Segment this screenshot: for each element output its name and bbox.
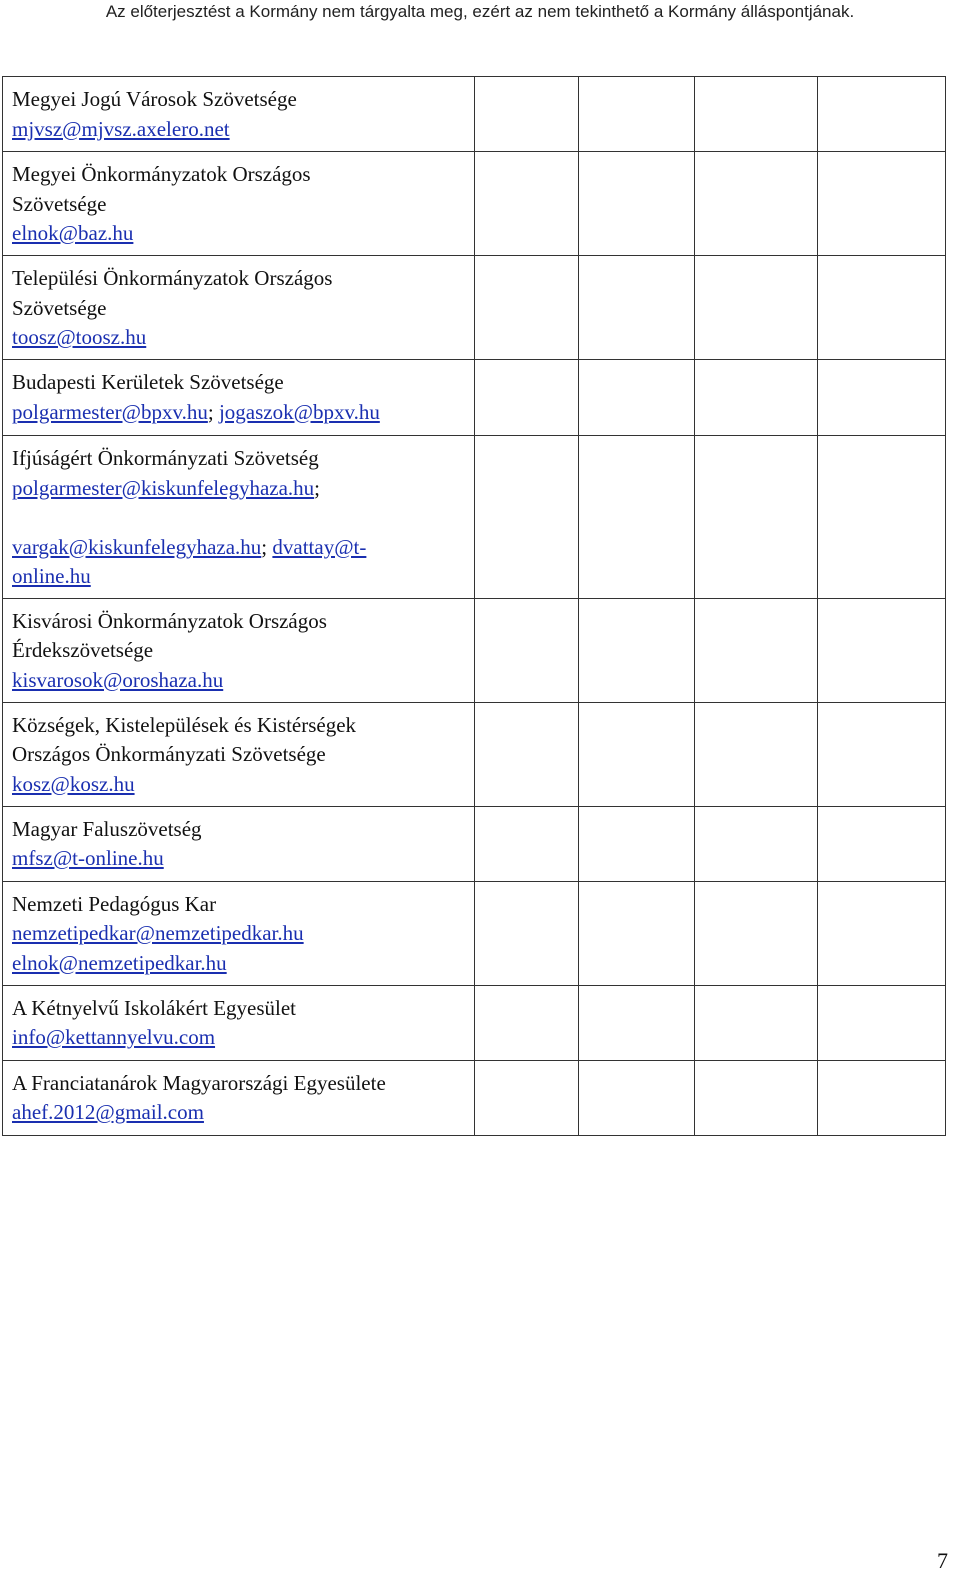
empty-cell — [695, 1060, 818, 1135]
organization-cell — [3, 881, 475, 985]
table-row — [3, 360, 946, 436]
empty-cell — [475, 702, 579, 806]
organization-name: Érdekszövetsége — [12, 638, 154, 662]
email-link[interactable]: ahef.2012@gmail.com — [12, 1100, 204, 1124]
organization-name: A Kétnyelvű Iskolákért Egyesület — [12, 995, 297, 1020]
empty-cell — [818, 702, 946, 806]
empty-cell — [475, 360, 579, 436]
page-header: Az előterjesztést a Kormány nem tárgyalta meg, ezért az nem tekinthető a Kormány álláspontjának. — [105, 2, 855, 21]
empty-cell — [579, 881, 695, 985]
email-link[interactable]: polgarmester@bpxv.hu — [12, 399, 208, 424]
empty-cell — [818, 598, 946, 702]
empty-cell — [818, 360, 946, 436]
email-link[interactable]: polgarmester@kiskunfelegyhaza.hu — [12, 475, 315, 500]
organization-name: Nemzeti Pedagógus Kar — [12, 891, 217, 916]
email-link[interactable]: nemzetipedkar@nemzetipedkar.hu — [12, 921, 304, 945]
organization-cell — [3, 256, 475, 360]
organization-name: Megyei Önkormányzatok Országos — [12, 162, 311, 186]
empty-cell — [695, 702, 818, 806]
empty-cell — [579, 1060, 695, 1135]
organization-cell — [3, 985, 475, 1060]
organization-cell — [3, 77, 475, 152]
email-link[interactable]: jogaszok@bpxv.hu — [218, 399, 380, 424]
table-row — [3, 985, 946, 1060]
separator: ; — [261, 534, 273, 559]
empty-cell — [475, 598, 579, 702]
email-link[interactable]: toosz@toosz.hu — [12, 325, 147, 349]
empty-cell — [818, 256, 946, 360]
empty-cell — [818, 881, 946, 985]
contacts-table — [2, 76, 946, 1136]
empty-cell — [579, 77, 695, 152]
empty-cell — [475, 436, 579, 599]
empty-cell — [818, 1060, 946, 1135]
empty-cell — [475, 256, 579, 360]
organization-name: Megyei Jogú Városok Szövetsége — [12, 87, 297, 111]
email-link[interactable]: mfsz@t-online.hu — [12, 846, 164, 870]
email-link[interactable]: kosz@kosz.hu — [12, 771, 135, 796]
organization-name: A Franciatanárok Magyarországi Egyesülete — [12, 1070, 386, 1095]
email-link[interactable]: kisvarosok@oroshaza.hu — [12, 667, 224, 692]
empty-cell — [818, 806, 946, 881]
separator: ; — [207, 399, 219, 424]
organization-name: Szövetsége — [12, 191, 107, 216]
separator: ; — [314, 475, 320, 500]
organization-name: Községek, Kistelepülések és Kistérségek — [12, 712, 357, 737]
email-link[interactable]: elnok@nemzetipedkar.hu — [12, 950, 227, 975]
table-row — [3, 702, 946, 806]
table-row — [3, 256, 946, 360]
empty-cell — [695, 881, 818, 985]
empty-cell — [579, 806, 695, 881]
empty-cell — [579, 985, 695, 1060]
empty-cell — [475, 881, 579, 985]
empty-cell — [695, 436, 818, 599]
empty-cell — [475, 985, 579, 1060]
email-link[interactable]: elnok@baz.hu — [12, 221, 134, 245]
table-row — [3, 881, 946, 985]
table-row — [3, 436, 946, 599]
organization-name: Kisvárosi Önkormányzatok Országos — [12, 608, 327, 633]
empty-cell — [579, 598, 695, 702]
table-row — [3, 1060, 946, 1135]
empty-cell — [695, 985, 818, 1060]
email-link[interactable]: dvattay@t- online.hu — [12, 534, 367, 588]
email-link[interactable]: vargak@kiskunfelegyhaza.hu — [12, 534, 262, 559]
empty-cell — [818, 985, 946, 1060]
organization-name: Magyar Faluszövetség — [12, 816, 202, 841]
organization-cell — [3, 152, 475, 256]
empty-cell — [475, 152, 579, 256]
empty-cell — [475, 1060, 579, 1135]
empty-cell — [579, 360, 695, 436]
empty-cell — [579, 152, 695, 256]
empty-cell — [695, 806, 818, 881]
empty-cell — [695, 360, 818, 436]
email-link[interactable]: mjvsz@mjvsz.axelero.net — [12, 116, 230, 141]
empty-cell — [818, 436, 946, 599]
empty-cell — [475, 77, 579, 152]
empty-cell — [695, 152, 818, 256]
empty-cell — [818, 77, 946, 152]
organization-cell — [3, 436, 475, 599]
organization-name: Szövetsége — [12, 295, 107, 320]
page-number: 7 — [937, 1548, 948, 1573]
empty-cell — [695, 256, 818, 360]
organization-cell — [3, 598, 475, 702]
organization-name: Budapesti Kerületek Szövetsége — [12, 370, 284, 394]
table-row — [3, 806, 946, 881]
organization-cell — [3, 806, 475, 881]
table-row — [3, 152, 946, 256]
empty-cell — [818, 152, 946, 256]
organization-name: Ifjúságért Önkormányzati Szövetség — [12, 446, 319, 470]
empty-cell — [695, 77, 818, 152]
table-row — [3, 598, 946, 702]
table-row — [3, 77, 946, 152]
empty-cell — [695, 598, 818, 702]
empty-cell — [579, 436, 695, 599]
empty-cell — [579, 702, 695, 806]
organization-name: Települési Önkormányzatok Országos — [12, 266, 333, 290]
organization-cell — [3, 702, 475, 806]
organization-cell — [3, 1060, 475, 1135]
organization-cell — [3, 360, 475, 436]
organization-name: Országos Önkormányzati Szövetsége — [12, 742, 326, 766]
email-link[interactable]: info@kettannyelvu.com — [12, 1025, 216, 1049]
empty-cell — [475, 806, 579, 881]
empty-cell — [579, 256, 695, 360]
